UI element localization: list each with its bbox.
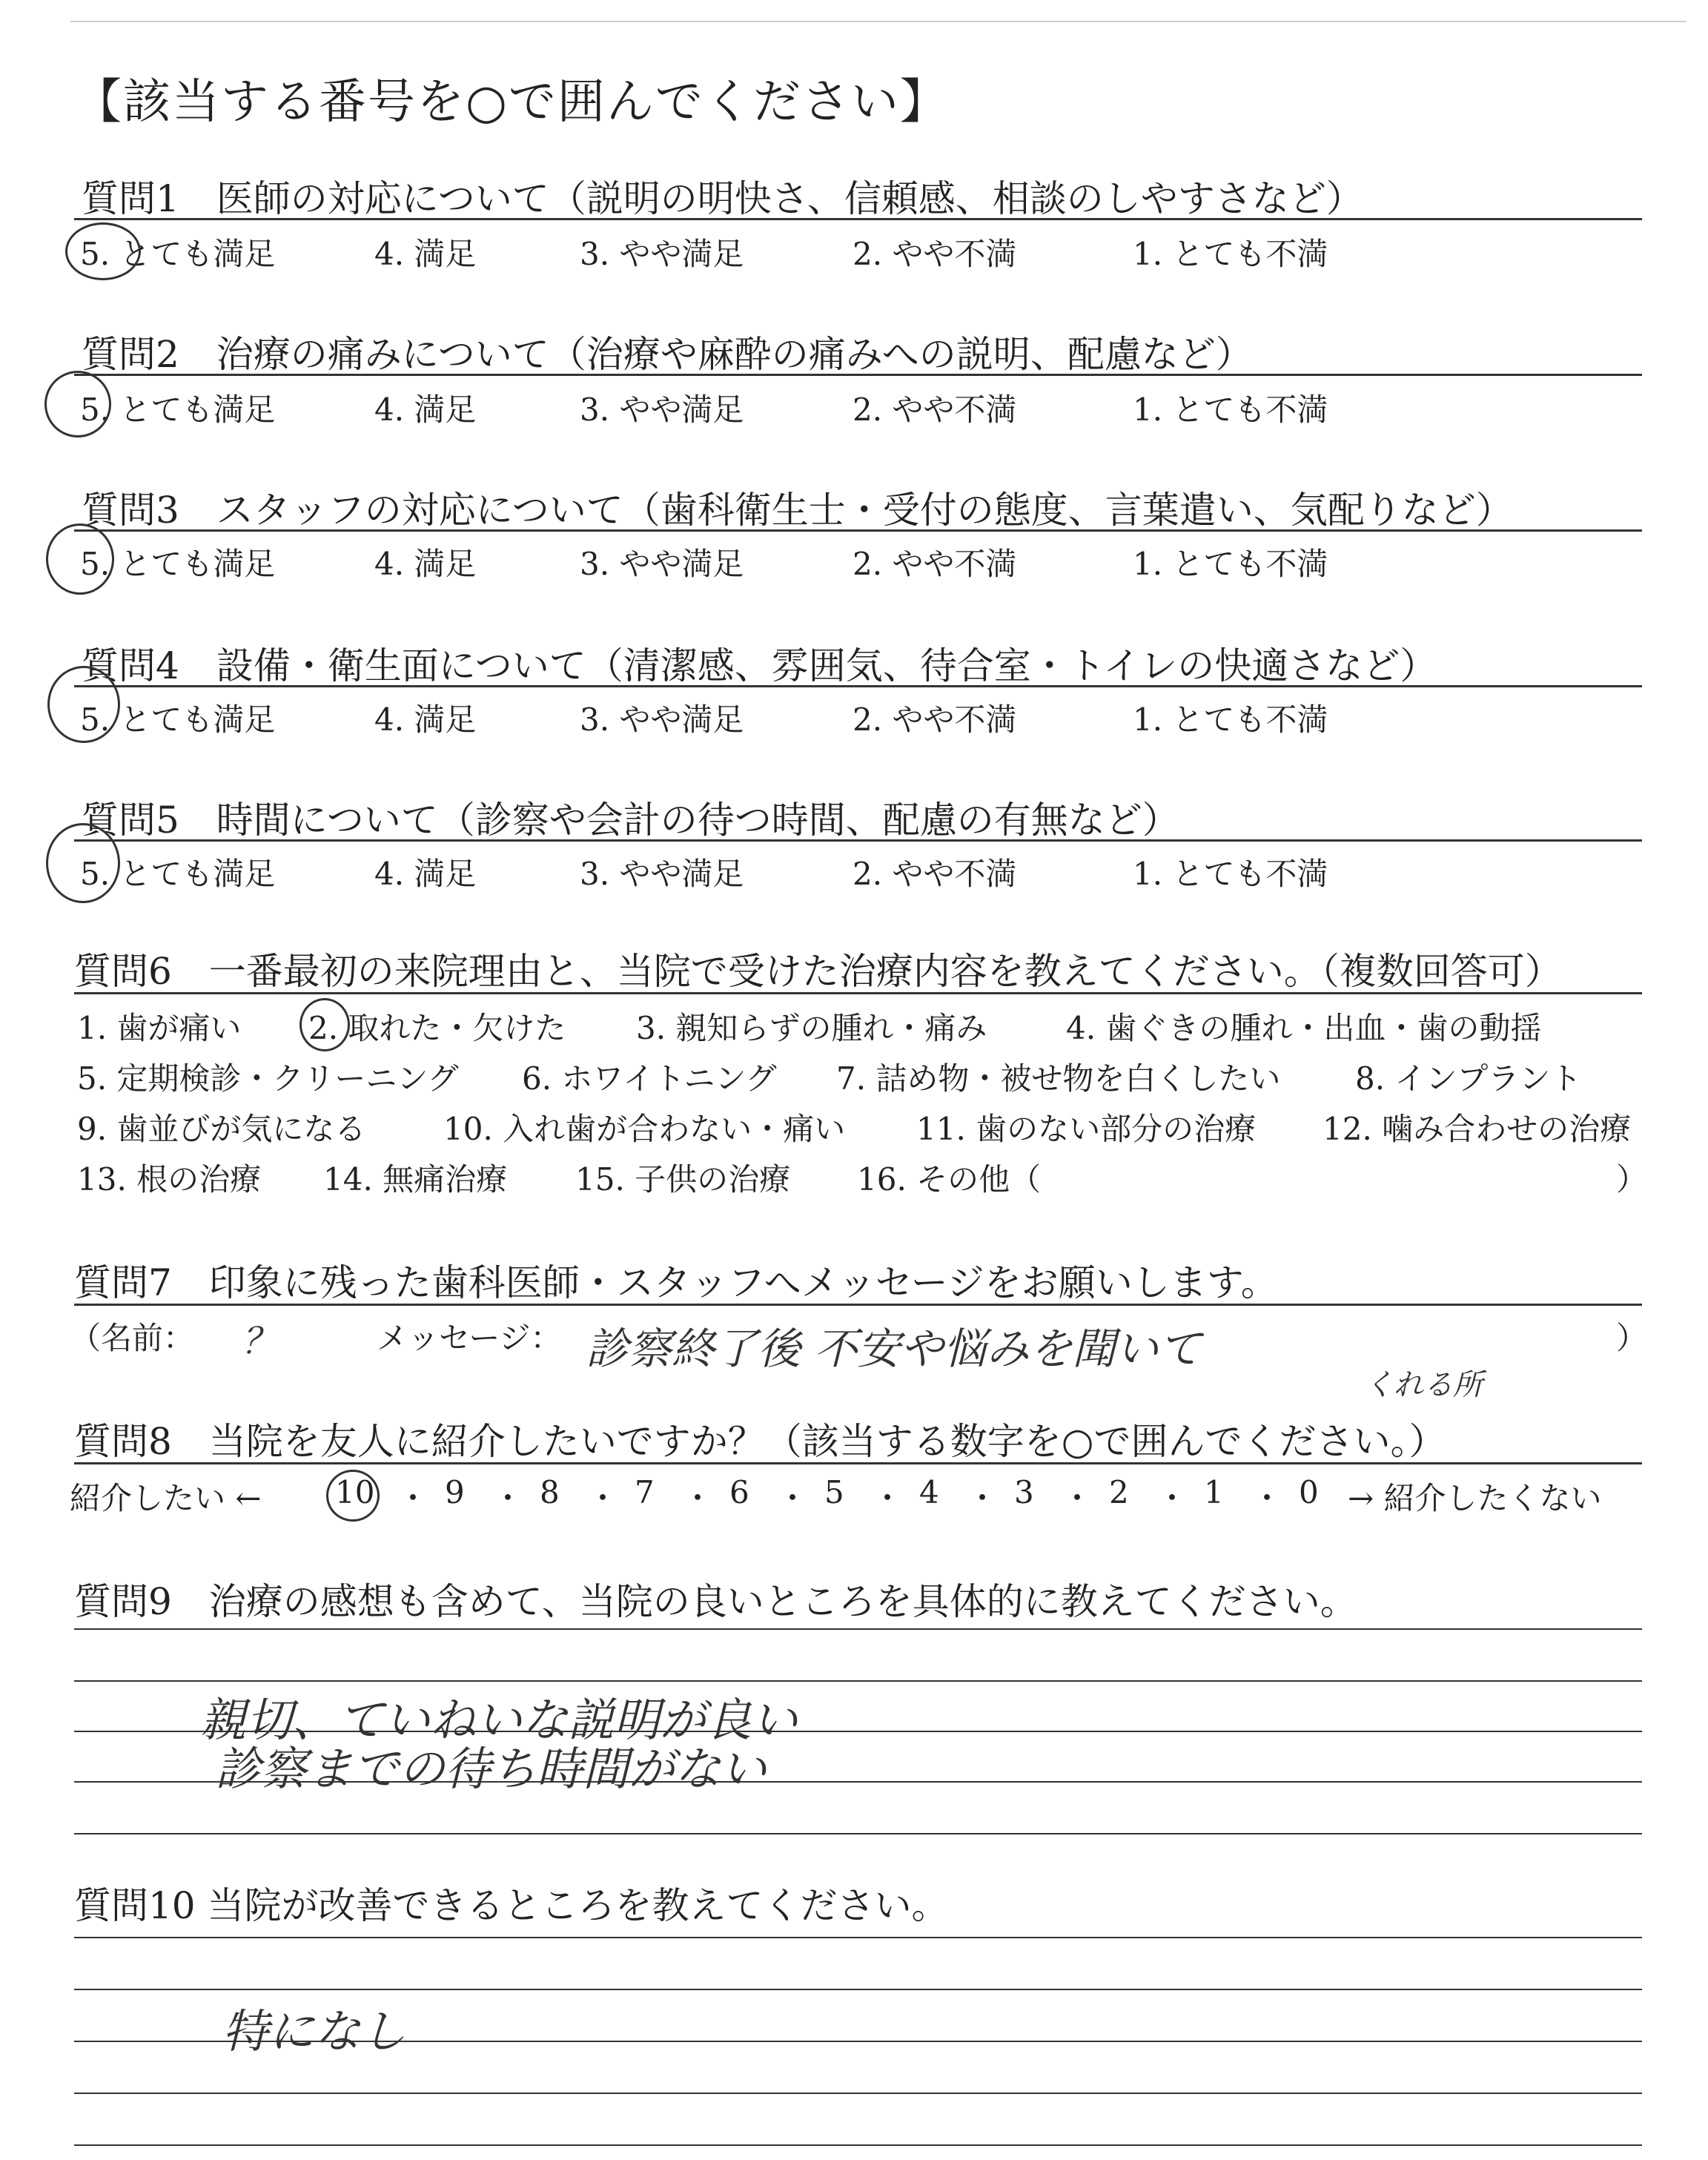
q2-option-3[interactable]: 3. やや満足 — [580, 392, 744, 428]
q8-scale-2[interactable]: 2 — [1109, 1474, 1129, 1510]
q8-scale-10[interactable]: 10 — [335, 1474, 375, 1510]
q2-option-4[interactable]: 4. 満足 — [374, 392, 477, 428]
q9-line-1 — [74, 1628, 1642, 1630]
q4-option-1[interactable]: 1. とても不満 — [1133, 701, 1328, 738]
q5-title: 質問5 時間について（診察や会計の待つ時間、配慮の有無など） — [82, 799, 1179, 842]
q3-title: 質問3 スタッフの対応について（歯科衛生士・受付の態度、言葉遣い、気配りなど） — [82, 489, 1513, 532]
q4-option-5[interactable]: 5. とても満足 — [80, 701, 276, 738]
q3-selection-circle — [46, 524, 114, 595]
q8-scale-dot: ・ — [397, 1480, 429, 1516]
q5-option-1[interactable]: 1. とても不満 — [1133, 856, 1328, 892]
q8-scale-dot: ・ — [1251, 1480, 1283, 1516]
q6-option-4[interactable]: 4. 歯ぐきの腫れ・出血・歯の動揺 — [1066, 1010, 1542, 1046]
q6-title: 質問6 一番最初の来院理由と、当院で受けた治療内容を教えてください。（複数回答可） — [74, 950, 1562, 993]
q4-rule — [74, 685, 1642, 687]
q2-title: 質問2 治療の痛みについて（治療や麻酔の痛みへの説明、配慮など） — [82, 333, 1253, 376]
q8-scale-dot: ・ — [872, 1480, 904, 1516]
q8-rule — [74, 1462, 1642, 1464]
q9-line-2 — [74, 1680, 1642, 1682]
q8-scale-4[interactable]: 4 — [919, 1474, 939, 1510]
q8-scale-dot: ・ — [1156, 1480, 1188, 1516]
q3-rule — [74, 529, 1642, 532]
q7-name-label: （名前： — [70, 1320, 195, 1356]
q4-title: 質問4 設備・衛生面について（清潔感、雰囲気、待合室・トイレの快適さなど） — [82, 644, 1437, 687]
q5-rule — [74, 839, 1642, 842]
q6-option-8[interactable]: 8. インプラント — [1355, 1060, 1582, 1097]
top-border — [70, 21, 1687, 22]
q5-option-2[interactable]: 2. やや不満 — [853, 856, 1017, 892]
q1-option-2[interactable]: 2. やや不満 — [853, 236, 1017, 272]
q8-scale-dot: ・ — [587, 1480, 619, 1516]
q3-option-2[interactable]: 2. やや不満 — [853, 546, 1017, 582]
q1-title: 質問1 医師の対応について（説明の明快さ、信頼感、相談のしやすさなど） — [82, 177, 1363, 220]
q7-message-value-continued: くれる所 — [1364, 1368, 1483, 1402]
q9-title: 質問9 治療の感想も含めて、当院の良いところを具体的に教えてください。 — [74, 1580, 1357, 1623]
q6-option-2[interactable]: 2. 取れた・欠けた — [308, 1010, 566, 1046]
q4-option-2[interactable]: 2. やや不満 — [853, 701, 1017, 738]
q5-option-4[interactable]: 4. 満足 — [374, 856, 477, 892]
q8-title: 質問8 当院を友人に紹介したいですか？（該当する数字を○で囲んでください。） — [74, 1420, 1446, 1463]
q6-option-12[interactable]: 12. 噛み合わせの治療 — [1323, 1111, 1632, 1147]
q8-scale-3[interactable]: 3 — [1014, 1474, 1034, 1510]
q1-rule — [74, 218, 1642, 220]
q7-message-value[interactable]: 診察終了後 不安や悩みを聞いて — [586, 1324, 1202, 1374]
q6-option-15[interactable]: 15. 子供の治療 — [575, 1161, 791, 1198]
q3-option-1[interactable]: 1. とても不満 — [1133, 546, 1328, 582]
q10-line-4 — [74, 2093, 1642, 2094]
q10-title: 質問10 当院が改善できるところを教えてください。 — [74, 1884, 949, 1927]
q8-scale-9[interactable]: 9 — [445, 1474, 465, 1510]
q7-close-paren: ） — [1616, 1320, 1648, 1356]
q9-answer-line-2[interactable]: 診察までの待ち時間がない — [215, 1742, 767, 1796]
q6-option-11[interactable]: 11. 歯のない部分の治療 — [916, 1111, 1257, 1147]
q1-option-4[interactable]: 4. 満足 — [374, 236, 477, 272]
q9-answer-line-1[interactable]: 親切、ていねいな説明が良い — [200, 1693, 798, 1747]
q7-name-value[interactable]: ？ — [242, 1321, 278, 1362]
q1-selection-circle — [65, 222, 141, 280]
q6-selection-circle — [299, 998, 350, 1051]
q8-scale-8[interactable]: 8 — [540, 1474, 560, 1510]
q10-line-2 — [74, 1989, 1642, 1990]
q10-line-5 — [74, 2144, 1642, 2146]
q8-scale-5[interactable]: 5 — [824, 1474, 844, 1510]
q4-option-3[interactable]: 3. やや満足 — [580, 701, 744, 738]
q8-scale-1[interactable]: 1 — [1204, 1474, 1224, 1510]
q1-option-5[interactable]: 5. とても満足 — [80, 236, 276, 272]
q6-option-9[interactable]: 9. 歯並びが気になる — [77, 1111, 366, 1147]
q7-message-label: メッセージ： — [377, 1320, 562, 1356]
q2-option-2[interactable]: 2. やや不満 — [853, 392, 1017, 428]
q6-option-10[interactable]: 10. 入れ歯が合わない・痛い — [443, 1111, 846, 1147]
q1-option-1[interactable]: 1. とても不満 — [1133, 236, 1328, 272]
q5-selection-circle — [46, 823, 120, 903]
q3-option-3[interactable]: 3. やや満足 — [580, 546, 744, 582]
q10-answer-line-1[interactable]: 特になし — [222, 2004, 407, 2058]
q2-rule — [74, 374, 1642, 376]
q6-option-7[interactable]: 7. 詰め物・被せ物を白くしたい — [836, 1060, 1281, 1097]
form-heading: 【該当する番号を○で囲んでください】 — [74, 75, 949, 130]
q6-option-1[interactable]: 1. 歯が痛い — [77, 1010, 242, 1046]
q5-option-5[interactable]: 5. とても満足 — [80, 856, 276, 892]
q8-scale-7[interactable]: 7 — [635, 1474, 655, 1510]
q9-line-5 — [74, 1833, 1642, 1834]
q8-right-label: → 紹介したくない — [1348, 1480, 1602, 1516]
q8-selection-circle — [326, 1470, 380, 1522]
q8-scale-6[interactable]: 6 — [729, 1474, 749, 1510]
q6-option-6[interactable]: 6. ホワイトニング — [522, 1060, 777, 1097]
q8-left-label: 紹介したい ← — [70, 1480, 262, 1516]
q8-scale-0[interactable]: 0 — [1299, 1474, 1319, 1510]
q6-rule — [74, 992, 1642, 994]
q5-option-3[interactable]: 3. やや満足 — [580, 856, 744, 892]
q2-option-5[interactable]: 5. とても満足 — [80, 392, 276, 428]
q8-scale-dot: ・ — [777, 1480, 809, 1516]
q3-option-5[interactable]: 5. とても満足 — [80, 546, 276, 582]
q6-option-16[interactable]: 16. その他（ — [857, 1161, 1042, 1198]
q7-rule — [74, 1304, 1642, 1306]
q2-option-1[interactable]: 1. とても不満 — [1133, 392, 1328, 428]
q6-option-13[interactable]: 13. 根の治療 — [77, 1161, 262, 1198]
q6-other-close-paren: ） — [1616, 1161, 1648, 1198]
q3-option-4[interactable]: 4. 満足 — [374, 546, 477, 582]
q1-option-3[interactable]: 3. やや満足 — [580, 236, 744, 272]
q8-scale-dot: ・ — [1062, 1480, 1093, 1516]
q8-scale-dot: ・ — [967, 1480, 999, 1516]
q8-scale-dot: ・ — [492, 1480, 524, 1516]
q7-title: 質問7 印象に残った歯科医師・スタッフへメッセージをお願いします。 — [74, 1261, 1278, 1304]
q8-scale-dot: ・ — [682, 1480, 714, 1516]
q6-option-3[interactable]: 3. 親知らずの腫れ・痛み — [636, 1010, 987, 1046]
q10-line-1 — [74, 1937, 1642, 1938]
q4-option-4[interactable]: 4. 満足 — [374, 701, 477, 738]
q6-option-14[interactable]: 14. 無痛治療 — [323, 1161, 508, 1198]
q4-selection-circle — [47, 666, 120, 743]
q2-selection-circle — [44, 371, 111, 437]
q6-option-5[interactable]: 5. 定期検診・クリーニング — [77, 1060, 459, 1097]
